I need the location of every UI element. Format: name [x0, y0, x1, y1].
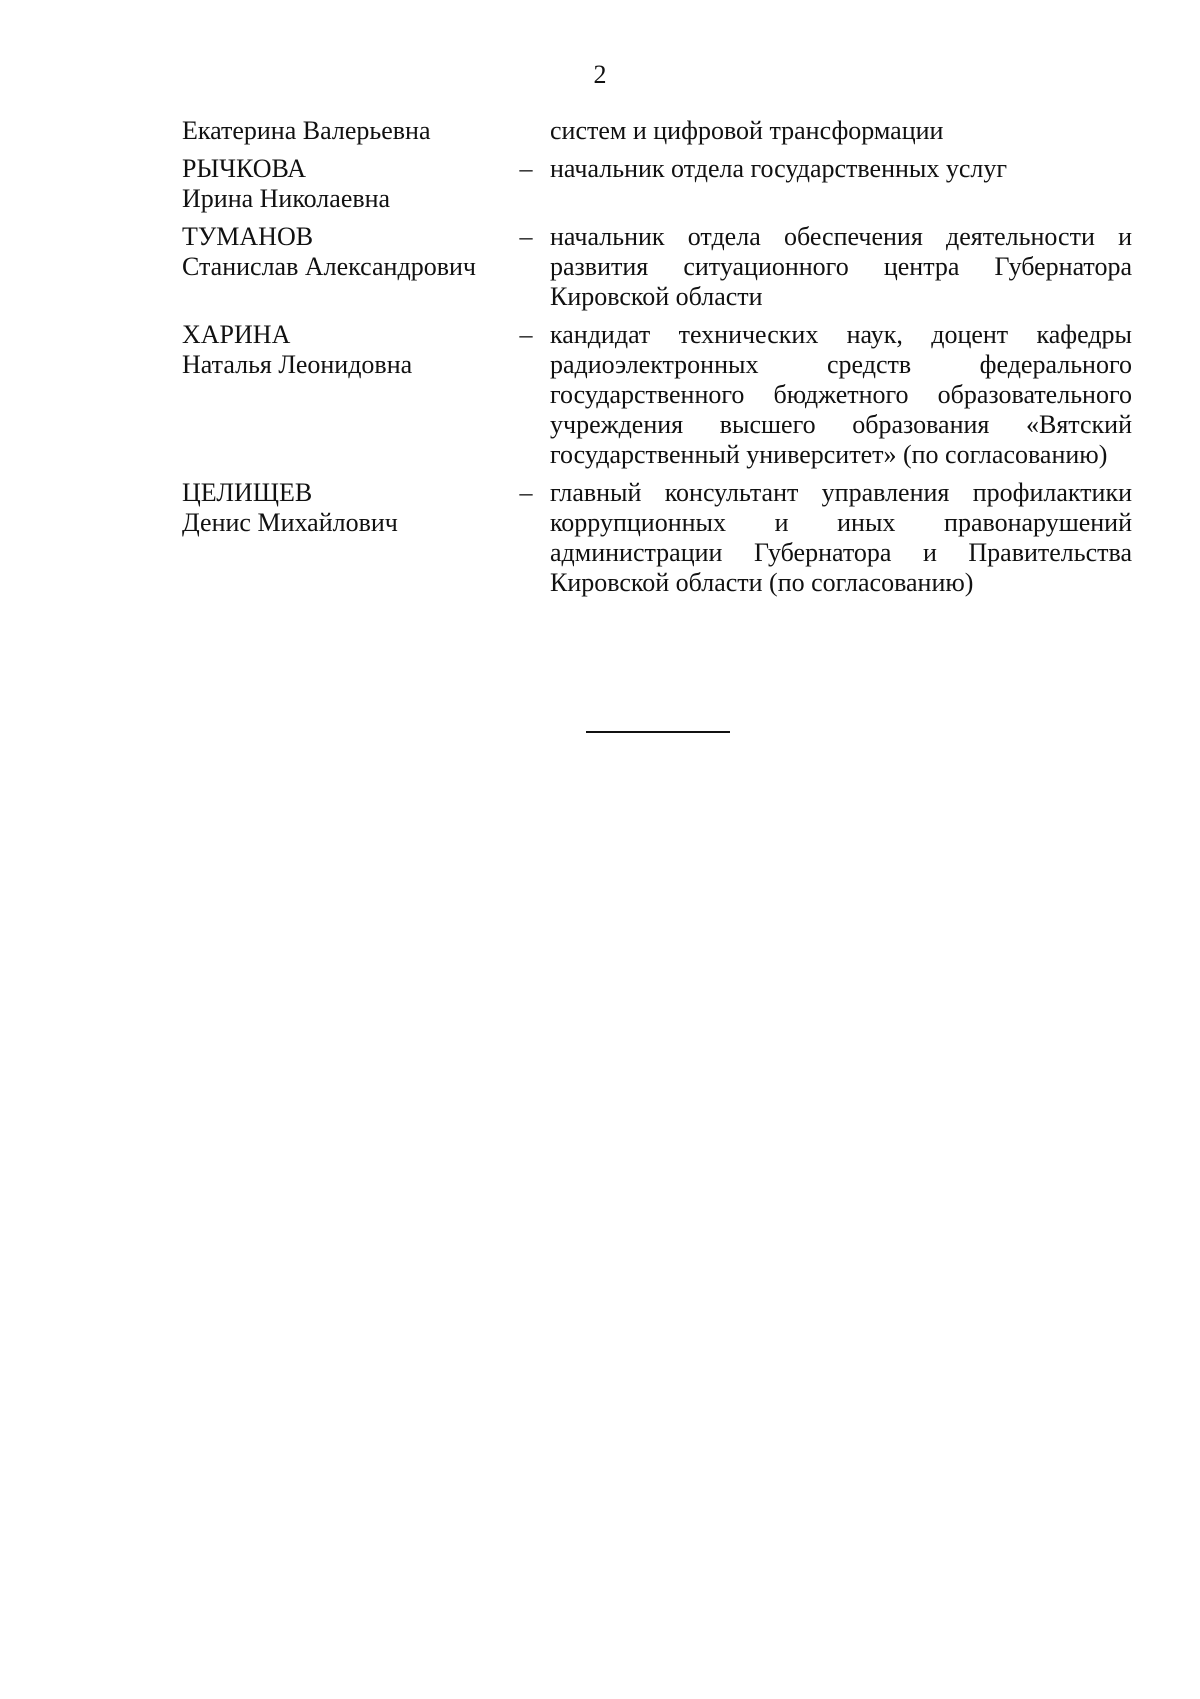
member-surname: ХАРИНА: [182, 320, 291, 349]
member-given-names: Наталья Леонидовна: [182, 350, 413, 379]
member-name: [182, 116, 502, 146]
member-name: [182, 320, 502, 470]
member-name: [182, 478, 502, 598]
member-given-names: Станислав Александрович: [182, 252, 476, 281]
member-description: систем и цифровой трансформации: [550, 116, 944, 145]
member-name: [182, 222, 502, 312]
closing-separator-line: [586, 731, 730, 733]
member-description: кандидат технических наук, доцент кафедры радиоэлектронных средств федерального государственного бюджетного образовательного учреждения высшего образования «Вятский государственный университет» (по согласованию): [550, 320, 1132, 469]
member-given-names: Денис Михайлович: [182, 508, 398, 537]
member-description: главный консультант управления профилактики коррупционных и иных правонарушений администрации Губернатора и Правительства Кировской области (по согласованию): [550, 478, 1132, 597]
member-description: начальник отдела государственных услуг: [550, 154, 1008, 183]
member-given-names: Ирина Николаевна: [182, 184, 391, 213]
member-row: [182, 478, 1132, 598]
members-list: [182, 116, 1132, 598]
member-dash: –: [519, 222, 533, 251]
member-surname: ЦЕЛИЩЕВ: [182, 478, 313, 507]
member-dash: [502, 116, 550, 146]
member-row: [182, 116, 1132, 146]
member-surname: РЫЧКОВА: [182, 154, 306, 183]
member-row: [182, 222, 1132, 312]
member-given-names: Екатерина Валерьевна: [182, 116, 431, 145]
member-name: [182, 154, 502, 214]
member-dash: –: [519, 478, 533, 507]
page-number: 2: [593, 60, 607, 89]
member-surname: ТУМАНОВ: [182, 222, 314, 251]
member-dash: –: [519, 320, 533, 349]
member-description: начальник отдела обеспечения деятельности и развития ситуационного центра Губернатора Кировской области: [550, 222, 1132, 311]
member-row: [182, 154, 1132, 214]
member-row: [182, 320, 1132, 470]
member-dash: –: [519, 154, 533, 183]
